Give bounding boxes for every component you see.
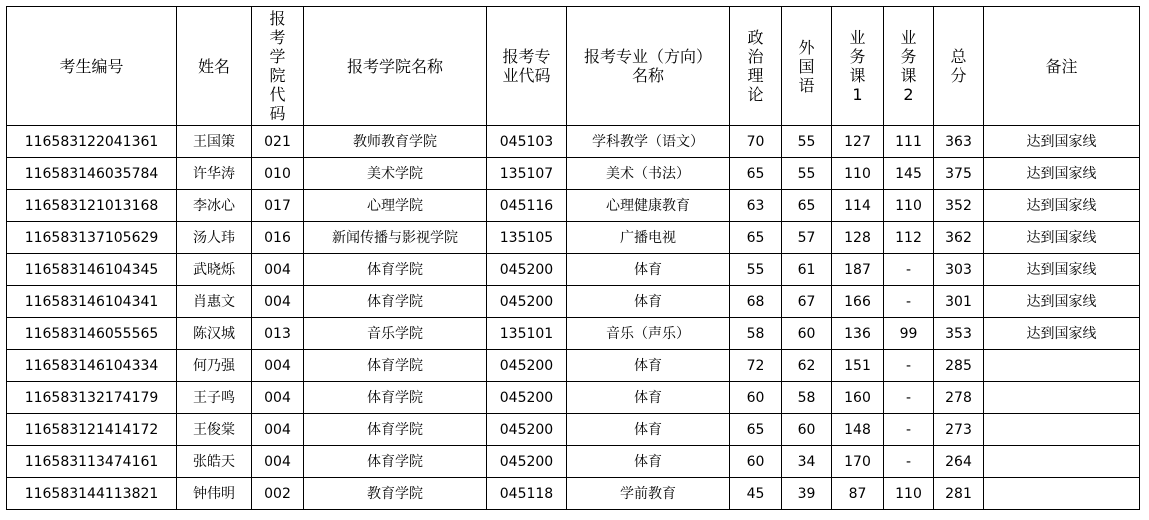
cell-exam-id: 116583144113821 xyxy=(7,478,177,510)
cell-foreign-language: 65 xyxy=(782,190,832,222)
cell-remarks xyxy=(984,478,1140,510)
cell-major-code: 045118 xyxy=(487,478,567,510)
cell-exam-id: 116583146035784 xyxy=(7,158,177,190)
header-college-name xyxy=(304,7,487,126)
cell-major-code: 045116 xyxy=(487,190,567,222)
cell-remarks xyxy=(984,350,1140,382)
cell-course-1: 160 xyxy=(832,382,884,414)
cell-exam-id: 116583146104341 xyxy=(7,286,177,318)
header-text-line: 备注 xyxy=(1045,56,1078,76)
cell-remarks: 达到国家线 xyxy=(984,318,1140,350)
cell-course-2: - xyxy=(884,446,934,478)
cell-politics: 70 xyxy=(730,126,782,158)
cell-course-1: 166 xyxy=(832,286,884,318)
header-text-line: 院 xyxy=(269,66,286,85)
cell-major-name: 体育 xyxy=(567,254,730,286)
cell-college-name: 体育学院 xyxy=(304,414,487,446)
cell-remarks xyxy=(984,382,1140,414)
cell-name: 王子鸣 xyxy=(177,382,252,414)
cell-college-name: 体育学院 xyxy=(304,382,487,414)
header-text-line: 外 xyxy=(798,37,815,57)
cell-college-code: 010 xyxy=(252,158,304,190)
cell-course-2: - xyxy=(884,350,934,382)
cell-college-code: 004 xyxy=(252,446,304,478)
header-text-line: 报考专 xyxy=(502,47,551,66)
cell-name: 陈汉城 xyxy=(177,318,252,350)
cell-college-name: 体育学院 xyxy=(304,254,487,286)
header-major-name xyxy=(567,7,730,126)
cell-name: 王俊棠 xyxy=(177,414,252,446)
cell-politics: 72 xyxy=(730,350,782,382)
cell-course-2: 99 xyxy=(884,318,934,350)
cell-foreign-language: 34 xyxy=(782,446,832,478)
header-text-line: 码 xyxy=(269,104,286,123)
header-text-line: 国 xyxy=(798,56,815,76)
cell-major-code: 045200 xyxy=(487,414,567,446)
header-text-line: 2 xyxy=(903,85,914,104)
header-text-line: 论 xyxy=(747,85,764,104)
cell-total: 375 xyxy=(934,158,984,190)
cell-name: 李冰心 xyxy=(177,190,252,222)
cell-major-name: 体育 xyxy=(567,382,730,414)
header-text-line: 代 xyxy=(269,85,286,104)
header-politics xyxy=(730,7,782,126)
cell-exam-id: 116583132174179 xyxy=(7,382,177,414)
table-row xyxy=(7,286,1140,318)
cell-major-code: 045200 xyxy=(487,350,567,382)
cell-name: 张皓天 xyxy=(177,446,252,478)
header-course-1 xyxy=(832,7,884,126)
cell-course-2: - xyxy=(884,414,934,446)
table-body xyxy=(7,126,1140,510)
cell-major-name: 体育 xyxy=(567,350,730,382)
cell-college-code: 004 xyxy=(252,382,304,414)
cell-major-code: 135107 xyxy=(487,158,567,190)
cell-college-code: 004 xyxy=(252,254,304,286)
cell-major-name: 体育 xyxy=(567,286,730,318)
cell-course-1: 87 xyxy=(832,478,884,510)
cell-college-code: 004 xyxy=(252,350,304,382)
cell-name: 武晓烁 xyxy=(177,254,252,286)
cell-remarks: 达到国家线 xyxy=(984,190,1140,222)
cell-college-name: 心理学院 xyxy=(304,190,487,222)
cell-foreign-language: 61 xyxy=(782,254,832,286)
cell-remarks: 达到国家线 xyxy=(984,254,1140,286)
cell-college-name: 音乐学院 xyxy=(304,318,487,350)
cell-college-name: 体育学院 xyxy=(304,286,487,318)
cell-foreign-language: 57 xyxy=(782,222,832,254)
table-row xyxy=(7,446,1140,478)
cell-politics: 45 xyxy=(730,478,782,510)
header-text-line: 考生编号 xyxy=(59,56,124,76)
header-text-line: 名称 xyxy=(631,66,664,85)
cell-total: 303 xyxy=(934,254,984,286)
header-text-line: 业代码 xyxy=(502,66,551,85)
cell-major-name: 音乐（声乐） xyxy=(567,318,730,350)
cell-college-code: 004 xyxy=(252,286,304,318)
cell-politics: 63 xyxy=(730,190,782,222)
table-row xyxy=(7,126,1140,158)
cell-name: 王国策 xyxy=(177,126,252,158)
cell-major-code: 045200 xyxy=(487,286,567,318)
cell-name: 肖惠文 xyxy=(177,286,252,318)
cell-major-name: 体育 xyxy=(567,414,730,446)
header-text-line: 课 xyxy=(849,66,866,85)
cell-major-code: 045200 xyxy=(487,446,567,478)
cell-total: 278 xyxy=(934,382,984,414)
cell-politics: 60 xyxy=(730,382,782,414)
header-text-line: 分 xyxy=(950,66,967,85)
cell-major-name: 广播电视 xyxy=(567,222,730,254)
cell-total: 301 xyxy=(934,286,984,318)
cell-course-2: - xyxy=(884,382,934,414)
cell-total: 353 xyxy=(934,318,984,350)
cell-politics: 68 xyxy=(730,286,782,318)
cell-foreign-language: 55 xyxy=(782,158,832,190)
cell-course-2: 112 xyxy=(884,222,934,254)
cell-remarks: 达到国家线 xyxy=(984,286,1140,318)
cell-remarks xyxy=(984,414,1140,446)
cell-course-1: 151 xyxy=(832,350,884,382)
header-text-line: 姓名 xyxy=(197,56,230,76)
cell-exam-id: 116583146104334 xyxy=(7,350,177,382)
cell-foreign-language: 60 xyxy=(782,414,832,446)
cell-remarks: 达到国家线 xyxy=(984,126,1140,158)
cell-college-code: 017 xyxy=(252,190,304,222)
header-text-line: 务 xyxy=(900,47,917,66)
cell-foreign-language: 58 xyxy=(782,382,832,414)
cell-politics: 60 xyxy=(730,446,782,478)
cell-exam-id: 116583121013168 xyxy=(7,190,177,222)
table-row xyxy=(7,478,1140,510)
cell-course-1: 187 xyxy=(832,254,884,286)
cell-total: 264 xyxy=(934,446,984,478)
header-text-line: 报考学院名称 xyxy=(346,56,443,76)
cell-college-name: 美术学院 xyxy=(304,158,487,190)
table-row xyxy=(7,382,1140,414)
cell-college-name: 教育学院 xyxy=(304,478,487,510)
cell-name: 汤人玮 xyxy=(177,222,252,254)
cell-total: 285 xyxy=(934,350,984,382)
table-row xyxy=(7,222,1140,254)
header-text-line: 治 xyxy=(747,47,764,66)
cell-major-code: 045103 xyxy=(487,126,567,158)
cell-course-1: 148 xyxy=(832,414,884,446)
cell-major-code: 135101 xyxy=(487,318,567,350)
cell-total: 352 xyxy=(934,190,984,222)
cell-course-2: 110 xyxy=(884,190,934,222)
cell-major-code: 045200 xyxy=(487,382,567,414)
header-total xyxy=(934,7,984,126)
cell-remarks: 达到国家线 xyxy=(984,222,1140,254)
cell-foreign-language: 67 xyxy=(782,286,832,318)
cell-course-1: 127 xyxy=(832,126,884,158)
header-text-line: 务 xyxy=(849,47,866,66)
cell-course-2: 145 xyxy=(884,158,934,190)
cell-major-name: 心理健康教育 xyxy=(567,190,730,222)
cell-foreign-language: 39 xyxy=(782,478,832,510)
cell-course-1: 114 xyxy=(832,190,884,222)
cell-exam-id: 116583137105629 xyxy=(7,222,177,254)
cell-remarks xyxy=(984,446,1140,478)
cell-college-code: 004 xyxy=(252,414,304,446)
cell-exam-id: 116583146104345 xyxy=(7,254,177,286)
header-text-line: 业 xyxy=(849,28,866,47)
cell-politics: 55 xyxy=(730,254,782,286)
cell-college-name: 体育学院 xyxy=(304,350,487,382)
cell-foreign-language: 60 xyxy=(782,318,832,350)
header-major-code xyxy=(487,7,567,126)
cell-politics: 58 xyxy=(730,318,782,350)
cell-exam-id: 116583122041361 xyxy=(7,126,177,158)
header-row xyxy=(7,7,1140,126)
cell-foreign-language: 55 xyxy=(782,126,832,158)
cell-exam-id: 116583113474161 xyxy=(7,446,177,478)
cell-exam-id: 116583146055565 xyxy=(7,318,177,350)
cell-foreign-language: 62 xyxy=(782,350,832,382)
cell-name: 许华涛 xyxy=(177,158,252,190)
header-text-line: 理 xyxy=(747,66,764,85)
cell-college-code: 002 xyxy=(252,478,304,510)
cell-college-code: 013 xyxy=(252,318,304,350)
cell-college-code: 021 xyxy=(252,126,304,158)
header-text-line: 考 xyxy=(269,28,286,47)
header-foreign-language xyxy=(782,7,832,126)
header-name xyxy=(177,7,252,126)
cell-name: 何乃强 xyxy=(177,350,252,382)
table-row xyxy=(7,190,1140,222)
header-text-line: 语 xyxy=(798,75,815,95)
header-exam-id xyxy=(7,7,177,126)
cell-college-name: 新闻传播与影视学院 xyxy=(304,222,487,254)
cell-course-1: 110 xyxy=(832,158,884,190)
header-text-line: 报 xyxy=(269,9,286,28)
table-row xyxy=(7,318,1140,350)
header-remarks xyxy=(984,7,1140,126)
header-text-line: 报考专业（方向） xyxy=(583,47,712,66)
cell-course-1: 170 xyxy=(832,446,884,478)
cell-course-2: 110 xyxy=(884,478,934,510)
table-row xyxy=(7,350,1140,382)
cell-politics: 65 xyxy=(730,414,782,446)
header-text-line: 政 xyxy=(747,28,764,47)
table-row xyxy=(7,414,1140,446)
cell-politics: 65 xyxy=(730,222,782,254)
cell-major-code: 045200 xyxy=(487,254,567,286)
cell-course-2: - xyxy=(884,254,934,286)
cell-major-name: 学科教学（语文） xyxy=(567,126,730,158)
cell-name: 钟伟明 xyxy=(177,478,252,510)
table-row xyxy=(7,158,1140,190)
cell-total: 363 xyxy=(934,126,984,158)
header-text-line: 学 xyxy=(269,47,286,66)
cell-major-name: 体育 xyxy=(567,446,730,478)
admission-score-table xyxy=(6,6,1140,510)
cell-course-1: 136 xyxy=(832,318,884,350)
cell-major-name: 美术（书法） xyxy=(567,158,730,190)
cell-politics: 65 xyxy=(730,158,782,190)
cell-course-2: - xyxy=(884,286,934,318)
cell-total: 362 xyxy=(934,222,984,254)
table-row xyxy=(7,254,1140,286)
cell-course-1: 128 xyxy=(832,222,884,254)
cell-course-2: 111 xyxy=(884,126,934,158)
cell-total: 281 xyxy=(934,478,984,510)
cell-exam-id: 116583121414172 xyxy=(7,414,177,446)
cell-college-name: 体育学院 xyxy=(304,446,487,478)
header-text-line: 业 xyxy=(900,28,917,47)
header-text-line: 1 xyxy=(852,85,863,104)
cell-major-code: 135105 xyxy=(487,222,567,254)
cell-total: 273 xyxy=(934,414,984,446)
header-text-line: 课 xyxy=(900,66,917,85)
cell-college-name: 教师教育学院 xyxy=(304,126,487,158)
cell-major-name: 学前教育 xyxy=(567,478,730,510)
header-course-2 xyxy=(884,7,934,126)
header-text-line: 总 xyxy=(950,47,967,66)
cell-remarks: 达到国家线 xyxy=(984,158,1140,190)
header-college-code xyxy=(252,7,304,126)
cell-college-code: 016 xyxy=(252,222,304,254)
